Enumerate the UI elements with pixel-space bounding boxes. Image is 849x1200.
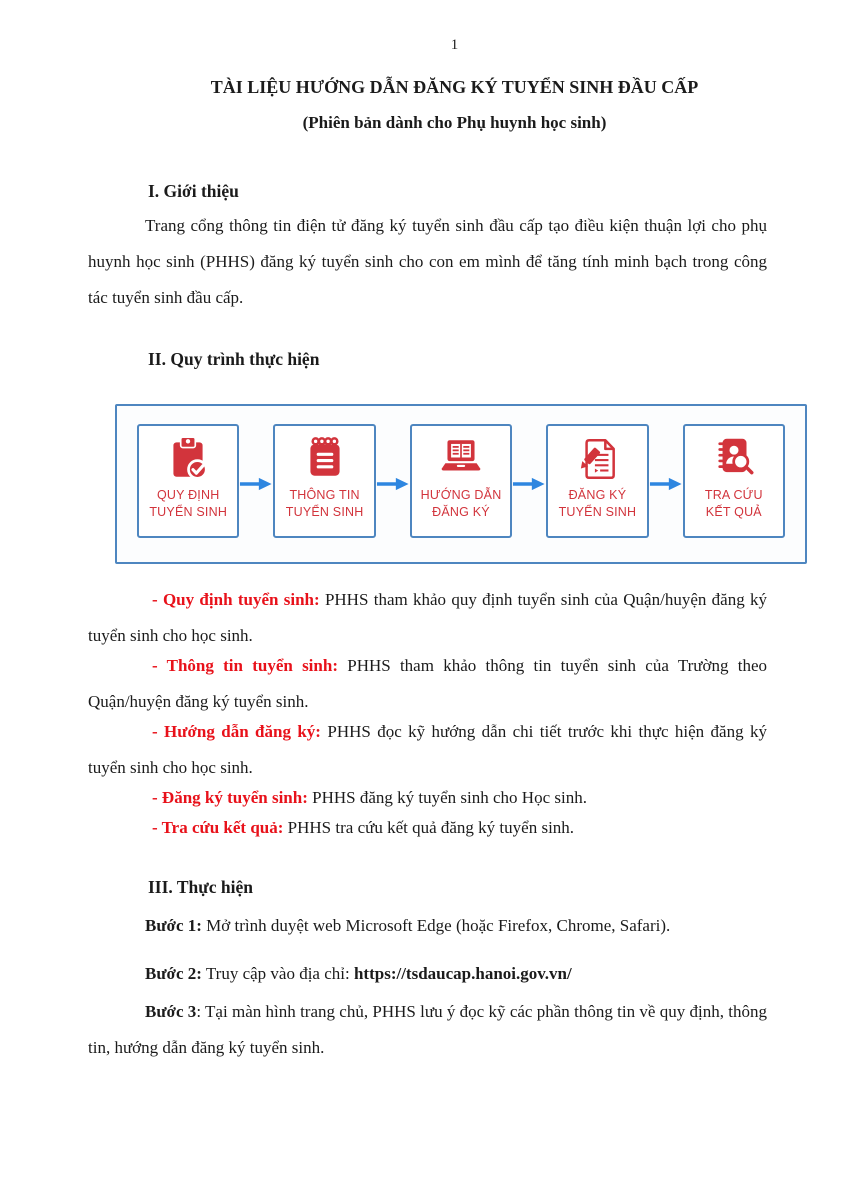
step-label: Bước 2: [145, 964, 202, 983]
step-label: Bước 1: [145, 916, 202, 935]
bullet-text: PHHS tra cứu kết quả đăng ký tuyển sinh. [283, 818, 575, 837]
flow-step-quy-dinh-tuyen-sinh [137, 424, 239, 538]
process-flow-diagram [115, 404, 807, 564]
registration-url: https://tsdaucap.hanoi.gov.vn/ [353, 964, 572, 983]
step-text: Truy cập vào địa chỉ: [201, 964, 354, 983]
clipboard-check-icon [163, 433, 213, 483]
bullet-tra-cuu [88, 810, 767, 846]
laptop-book-icon [436, 433, 486, 483]
bullet-text: PHHS đăng ký tuyển sinh cho Học sinh. [307, 788, 587, 807]
intro-paragraph: Trang cổng thông tin điện tử đăng ký tuyển sinh đầu cấp tạo điều kiện thuận lợi cho phụ huynh học sinh (PHHS) đăng ký tuyển sinh cho con em mình để tăng tính minh bạch trong công tác tuyển sinh đầu cấp. [88, 216, 767, 307]
bullet-quy-dinh [88, 582, 767, 654]
arrow-right-icon [512, 476, 546, 492]
flow-step-label: THÔNG TIN TUYỂN SINH [285, 488, 364, 519]
bullet-text: PHHS tham khảo quy định tuyển sinh của Quận/huyện đăng ký tuyển sinh cho học sinh. [88, 590, 768, 645]
bullet-text: PHHS đọc kỹ hướng dẫn chi tiết trước khi thực hiện đăng ký tuyển sinh cho học sinh. [88, 722, 767, 777]
bullet-label: - Quy định tuyển sinh: [152, 590, 320, 609]
step-1 [88, 908, 767, 944]
arrow-right-icon [649, 476, 683, 492]
section-heading-process: II. Quy trình thực hiện [148, 349, 320, 369]
bullet-huong-dan [88, 714, 767, 786]
step-label: Bước 3 [145, 1002, 197, 1021]
document-subtitle: (Phiên bản dành cho Phụ huynh học sinh) [302, 113, 607, 132]
step-3 [88, 994, 767, 1066]
bullet-label: - Hướng dẫn đăng ký: [152, 722, 321, 741]
bullet-thong-tin [88, 648, 767, 720]
section-heading-intro: I. Giới thiệu [148, 181, 239, 201]
flow-step-label: HƯỚNG DẪN ĐĂNG KÝ [420, 488, 502, 519]
flow-step-thong-tin-tuyen-sinh [273, 424, 375, 538]
bullet-text: PHHS tham khảo thông tin tuyển sinh của Trường theo Quận/huyện đăng ký tuyển sinh. [88, 656, 767, 711]
document-title: TÀI LIỆU HƯỚNG DẪN ĐĂNG KÝ TUYỂN SINH ĐẦU CẤP [210, 77, 699, 97]
process-bullet-list [88, 582, 767, 846]
flow-step-label: TRA CỨU KẾT QUẢ [704, 488, 763, 519]
page-number: 1 [450, 37, 459, 53]
flow-step-label: QUY ĐỊNH TUYỂN SINH [149, 488, 228, 519]
arrow-right-icon [239, 476, 273, 492]
flow-step-huong-dan-dang-ky [410, 424, 512, 538]
document-pencil-icon [572, 433, 622, 483]
step-text: : Tại màn hình trang chủ, PHHS lưu ý đọc kỹ các phần thông tin về quy định, thông tin, hướng dẫn đăng ký tuyển sinh. [88, 1002, 768, 1057]
notepad-icon [300, 433, 350, 483]
bullet-label: - Đăng ký tuyển sinh: [152, 788, 308, 807]
flow-step-dang-ky-tuyen-sinh [546, 424, 648, 538]
arrow-right-icon [376, 476, 410, 492]
flow-step-tra-cuu-ket-qua [683, 424, 785, 538]
step-2 [88, 956, 767, 992]
contact-search-icon [709, 433, 759, 483]
execution-steps [88, 908, 767, 1066]
step-text: Mở trình duyệt web Microsoft Edge (hoặc Firefox, Chrome, Safari). [201, 916, 671, 935]
bullet-label: - Thông tin tuyển sinh: [152, 656, 338, 675]
bullet-label: - Tra cứu kết quả: [152, 818, 284, 837]
flow-step-label: ĐĂNG KÝ TUYỂN SINH [558, 488, 637, 519]
section-heading-execution: III. Thực hiện [148, 877, 254, 897]
